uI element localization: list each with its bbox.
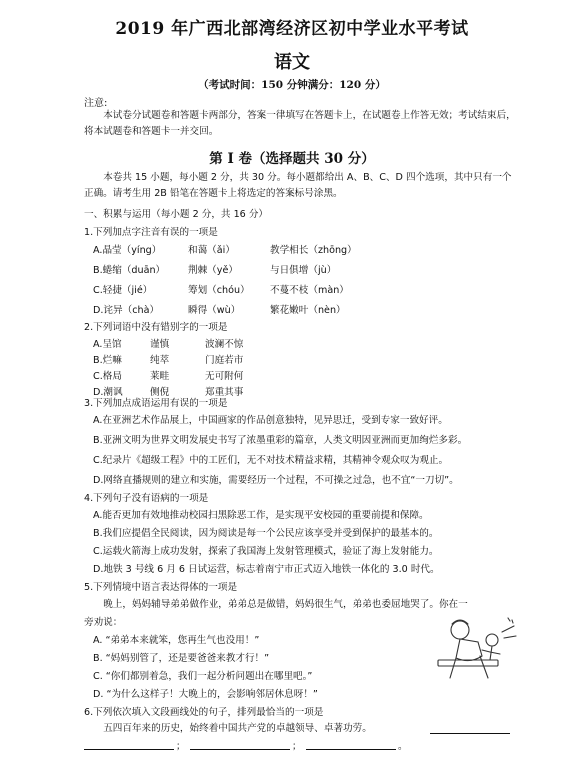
q1-option-d-word3: 繁花嫩叶（nèn）: [270, 305, 346, 316]
q4-option-b: B.我们应提倡全民阅读，因为阅读是每一个公民应该享受并受到保护的最基本的。: [93, 528, 439, 539]
mother-and-child-sketch-icon: [430, 612, 520, 686]
q2-option-b-word3: 门庭若市: [205, 355, 244, 366]
q2-option-c: C.格局: [93, 371, 122, 382]
q1-option-c-word2: 筹划（chóu）: [188, 285, 250, 296]
q5-stem: 5.下列情境中语言表达得体的一项是: [84, 582, 238, 593]
q2-option-a-word2: 谨慎: [150, 339, 170, 350]
q1-option-a: A.晶莹（yíng）: [93, 245, 162, 256]
q3-option-b: B.亚洲文明为世界文明发展史书写了浓墨重彩的篇章，人类文明因亚洲而更加绚烂多彩。: [93, 435, 468, 446]
q2-option-c-word2: 莱畦: [150, 371, 170, 382]
q5-option-a: A. “弟弟本来就笨，您再生气也没用！”: [93, 635, 260, 646]
q1-option-d: D.诧异（chà）: [93, 305, 160, 316]
q2-option-d-word2: 侧倪: [150, 387, 170, 398]
q6-blank-2: [84, 738, 174, 750]
notice-text: 本试卷分试题卷和答题卡两部分，答案一律填写在答题卡上，在试题卷上作答无效；考试结束后，将本试题卷和答题卡一并交回。: [84, 110, 516, 137]
exam-title: 2019 年广西北部湾经济区初中学业水平考试: [115, 19, 469, 39]
q2-stem: 2.下列词语中没有错别字的一项是: [84, 322, 228, 333]
q2-option-d-word3: 郑重其事: [205, 387, 244, 398]
q2-option-b: B.烂嘛: [93, 355, 122, 366]
notice-label: 注意:: [84, 98, 108, 109]
q3-option-d: D.网络直播规则的建立和实施，需要经历一个过程，不可操之过急，也不宜“一刀切”。: [93, 475, 459, 486]
section-intro: 本卷共 15 小题，每小题 2 分，共 30 分。每小题都给出 A、B、C、D 四个选项，其中只有一个正确。请考生用 2B 铅笔在答题卡上将选定的答案标号涂黑。: [84, 172, 512, 199]
q6-blank-4: [306, 738, 396, 750]
part1-title: 一、积累与运用（每小题 2 分，共 16 分）: [84, 209, 269, 220]
q1-option-b: B.蜷缩（duān）: [93, 265, 166, 276]
q1-option-b-word3: 与日俱增（jù）: [270, 265, 337, 276]
q6-semicolon-2: ；: [292, 741, 302, 752]
q2-option-b-word2: 纯萃: [150, 355, 170, 366]
q3-option-a: A.在亚洲艺术作品展上，中国画家的作品创意独特，见异思迁，受到专家一致好评。: [93, 415, 448, 426]
q3-option-c: C.纪录片《超级工程》中的工匠们，无不对技术精益求精，其精神令观众叹为观止。: [93, 455, 449, 466]
q5-option-d: D. “为什么这样子！大晚上的，会影响邻居休息呀！”: [93, 689, 318, 700]
q6-semicolon-1: ；: [176, 741, 186, 752]
q1-stem: 1.下列加点字注音有误的一项是: [84, 227, 218, 238]
q3-stem: 3.下列加点成语运用有误的一项是: [84, 398, 228, 409]
q6-stem: 6.下列依次填入文段画线处的句子，排列最恰当的一项是: [84, 707, 324, 718]
q2-option-c-word3: 无可附何: [205, 371, 244, 382]
q6-blank-1: [430, 722, 510, 734]
exam-time: （考试时间：150 分钟满分：120 分）: [198, 79, 386, 91]
q6-blank-3: [190, 738, 290, 750]
q1-option-a-word2: 和蔼（ǎi）: [188, 245, 235, 256]
q4-stem: 4.下列句子没有语病的一项是: [84, 493, 209, 504]
q2-option-d: D.潮讽: [93, 387, 123, 398]
q5-option-c: C. “你们都别着急，我们一起分析问题出在哪里吧。”: [93, 671, 313, 682]
q6-text: 五四百年来的历史，始终着中国共产党的卓越领导、卓著功劳。: [103, 723, 372, 734]
q5-option-b: B. “妈妈别管了，还是要爸爸来教才行！”: [93, 653, 270, 664]
q1-option-b-word2: 荆棘（yě）: [188, 265, 238, 276]
q1-option-a-word3: 教学相长（zhōng）: [270, 245, 357, 256]
q1-option-c: C.轻捷（jié）: [93, 285, 153, 296]
q2-option-a: A.呈馆: [93, 339, 122, 350]
q4-option-c: C.运载火箭海上成功发射，探索了我国海上发射管理模式，验证了海上发射能力。: [93, 546, 439, 557]
q5-scenario: 晚上，妈妈辅导弟弟做作业，弟弟总是做错，妈妈很生气，弟弟也委屈地哭了。你在一: [103, 599, 468, 610]
q1-option-d-word2: 瞬得（wù）: [188, 305, 241, 316]
q1-option-c-word3: 不蔓不枝（màn）: [270, 285, 349, 296]
q5-scenario-tail: 旁劝说：: [84, 617, 123, 628]
q4-option-a: A.能否更加有效地推动校园扫黑除恶工作，是实现平安校园的重要前提和保障。: [93, 510, 429, 521]
subject-title: 语文: [274, 52, 310, 73]
section-title: 第 I 卷（选择题共 30 分）: [209, 151, 375, 167]
q2-option-a-word3: 波澜不惊: [205, 339, 244, 350]
q4-option-d: D.地铁 3 号线 6 月 6 日试运营，标志着南宁市正式迈入地铁一体化的 3.0 时代。: [93, 564, 440, 575]
q6-period: 。: [398, 741, 408, 752]
